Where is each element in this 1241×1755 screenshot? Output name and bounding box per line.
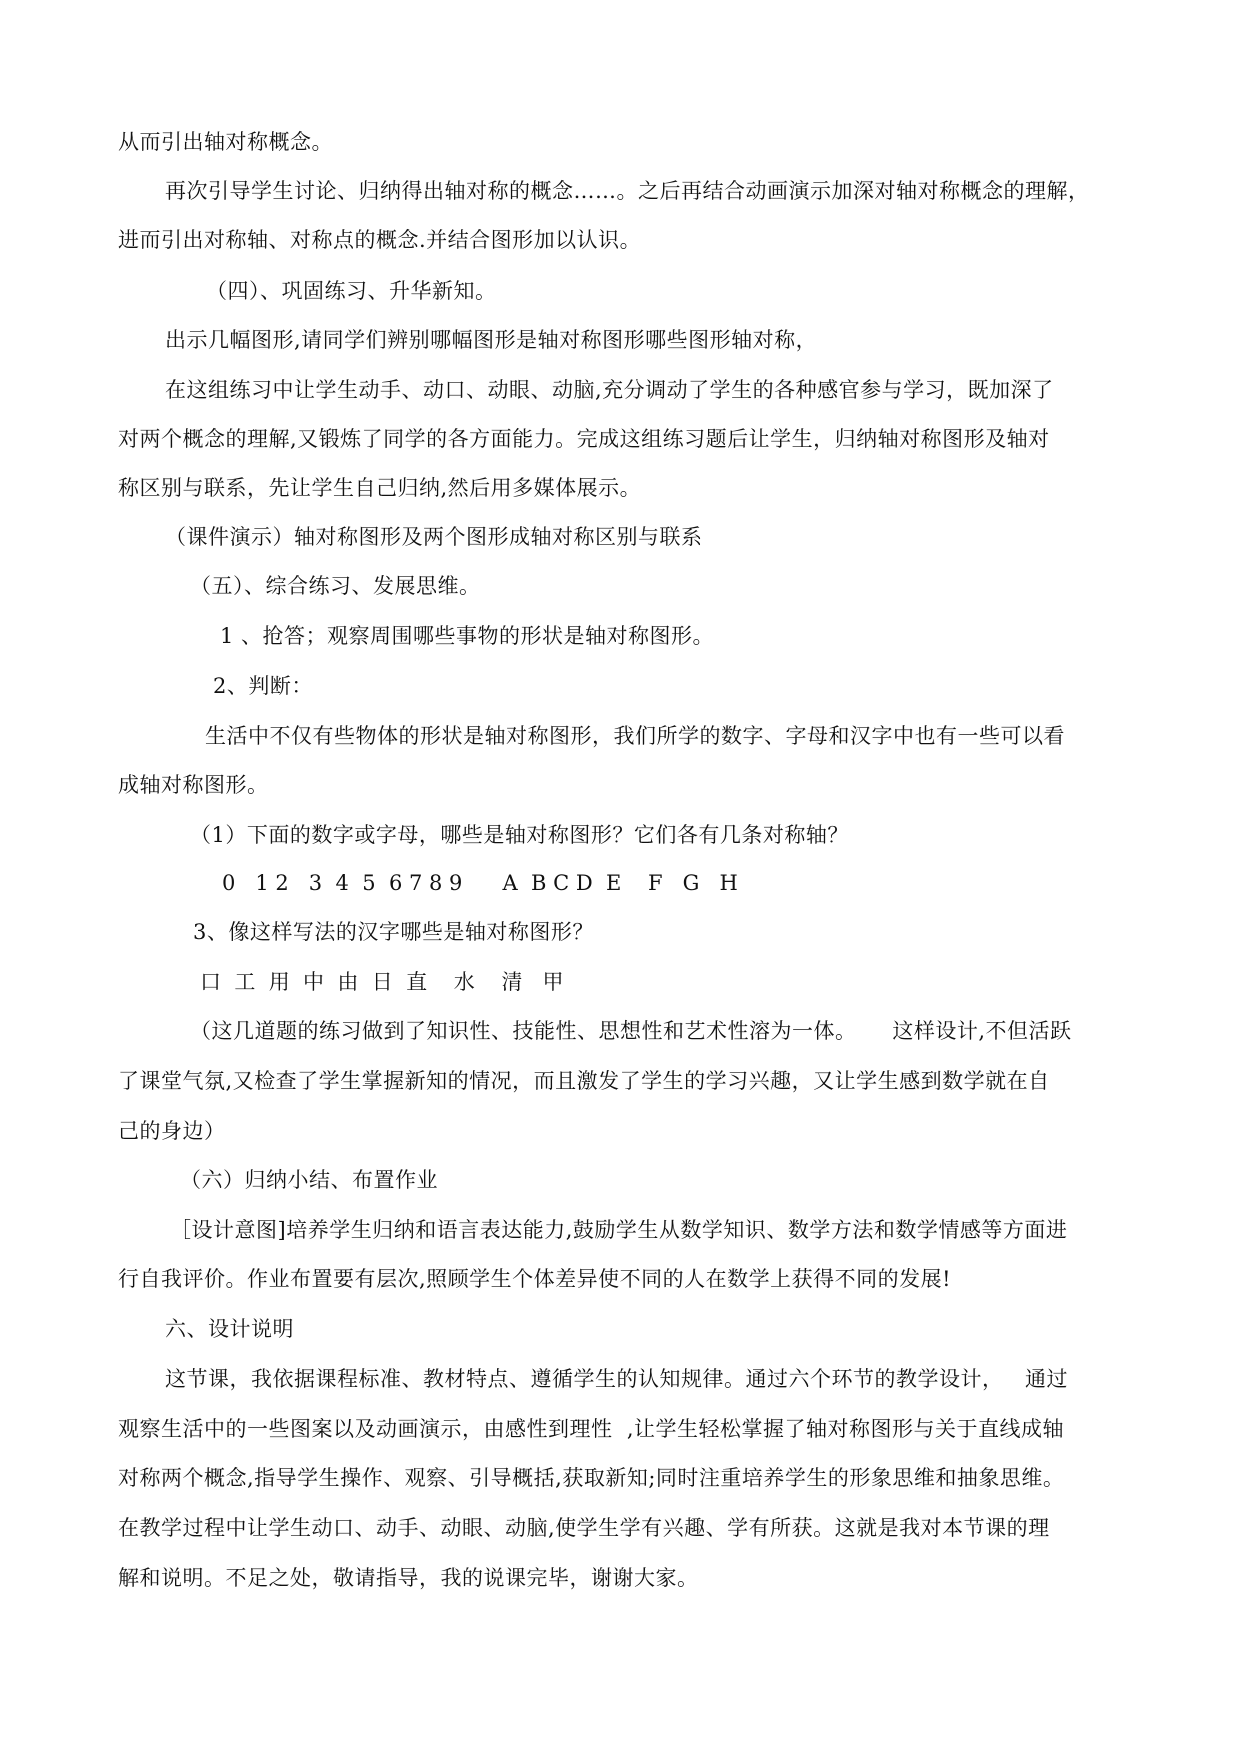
symbols-line: 0 1 2 3 4 5 6 7 8 9 A B C D E F G H: [222, 871, 738, 895]
text-line: 观察生活中的一些图案以及动画演示，由感性到理性 ,让学生轻松掌握了轴对称图形与关于直线成轴: [118, 1417, 1065, 1441]
text-line: 出示几幅图形,请同学们辨别哪幅图形是轴对称图形哪些图形轴对称，: [165, 328, 818, 352]
text-line: （1）下面的数字或字母，哪些是轴对称图形？它们各有几条对称轴？: [190, 823, 849, 847]
section-heading: （四）、巩固练习、升华新知。: [206, 279, 497, 303]
section-heading: （五）、综合练习、发展思维。: [190, 574, 481, 598]
text-line: （课件演示）轴对称图形及两个图形成轴对称区别与联系: [165, 525, 703, 549]
text-line: 从而引出轴对称概念。: [118, 130, 333, 154]
text-line: 进而引出对称轴、对称点的概念.并结合图形加以认识。: [118, 228, 642, 252]
text-line: （这几道题的练习做到了知识性、技能性、思想性和艺术性溶为一体。 这样设计,不但活跃: [190, 1019, 1072, 1043]
text-line: 在教学过程中让学生动口、动手、动眼、动脑,使学生学有兴趣、学有所获。这就是我对本节课的理: [118, 1516, 1050, 1540]
text-line: 解和说明。不足之处，敬请指导，我的说课完毕，谢谢大家。: [118, 1566, 699, 1590]
text-line: 2、判断：: [213, 674, 313, 698]
text-line: 成轴对称图形。: [118, 773, 269, 797]
text-line: 1 、抢答；观察周围哪些事物的形状是轴对称图形。: [220, 624, 715, 648]
text-line: 行自我评价。作业布置要有层次,照顾学生个体差异使不同的人在数学上获得不同的发展!: [118, 1267, 952, 1291]
text-line: 称区别与联系，先让学生自己归纳,然后用多媒体展示。: [118, 476, 642, 500]
text-line: 生活中不仅有些物体的形状是轴对称图形，我们所学的数字、字母和汉字中也有一些可以看: [205, 724, 1065, 748]
text-line: 己的身边）: [118, 1119, 226, 1143]
section-heading: （六）归纳小结、布置作业: [180, 1168, 438, 1192]
text-line: ［设计意图]培养学生归纳和语言表达能力,鼓励学生从数学知识、数学方法和数学情感等方面进: [170, 1218, 1068, 1242]
text-line: 对称两个概念,指导学生操作、观察、引导概括,获取新知;同时注重培养学生的形象思维和抽象思维。: [118, 1466, 1065, 1490]
text-line: 这节课，我依据课程标准、教材特点、遵循学生的认知规律。通过六个环节的教学设计， 通过: [165, 1367, 1069, 1391]
text-line: 了课堂气氛,又检查了学生掌握新知的情况，而且激发了学生的学习兴趣，又让学生感到数学就在自: [118, 1069, 1050, 1093]
text-line: 对两个概念的理解,又锻炼了同学的各方面能力。完成这组练习题后让学生，归纳轴对称图形及轴对: [118, 427, 1050, 451]
section-heading: 六、设计说明: [165, 1317, 294, 1341]
text-line: 3、像这样写法的汉字哪些是轴对称图形？: [193, 920, 594, 944]
text-line: 在这组练习中让学生动手、动口、动眼、动脑,充分调动了学生的各种感官参与学习，既加深了: [165, 378, 1054, 402]
chinese-characters-line: 口 工 用 中 由 日 直 水 清 甲: [200, 970, 564, 994]
text-line: 再次引导学生讨论、归纳得出轴对称的概念……。之后再结合动画演示加深对轴对称概念的理解，: [165, 179, 1090, 203]
